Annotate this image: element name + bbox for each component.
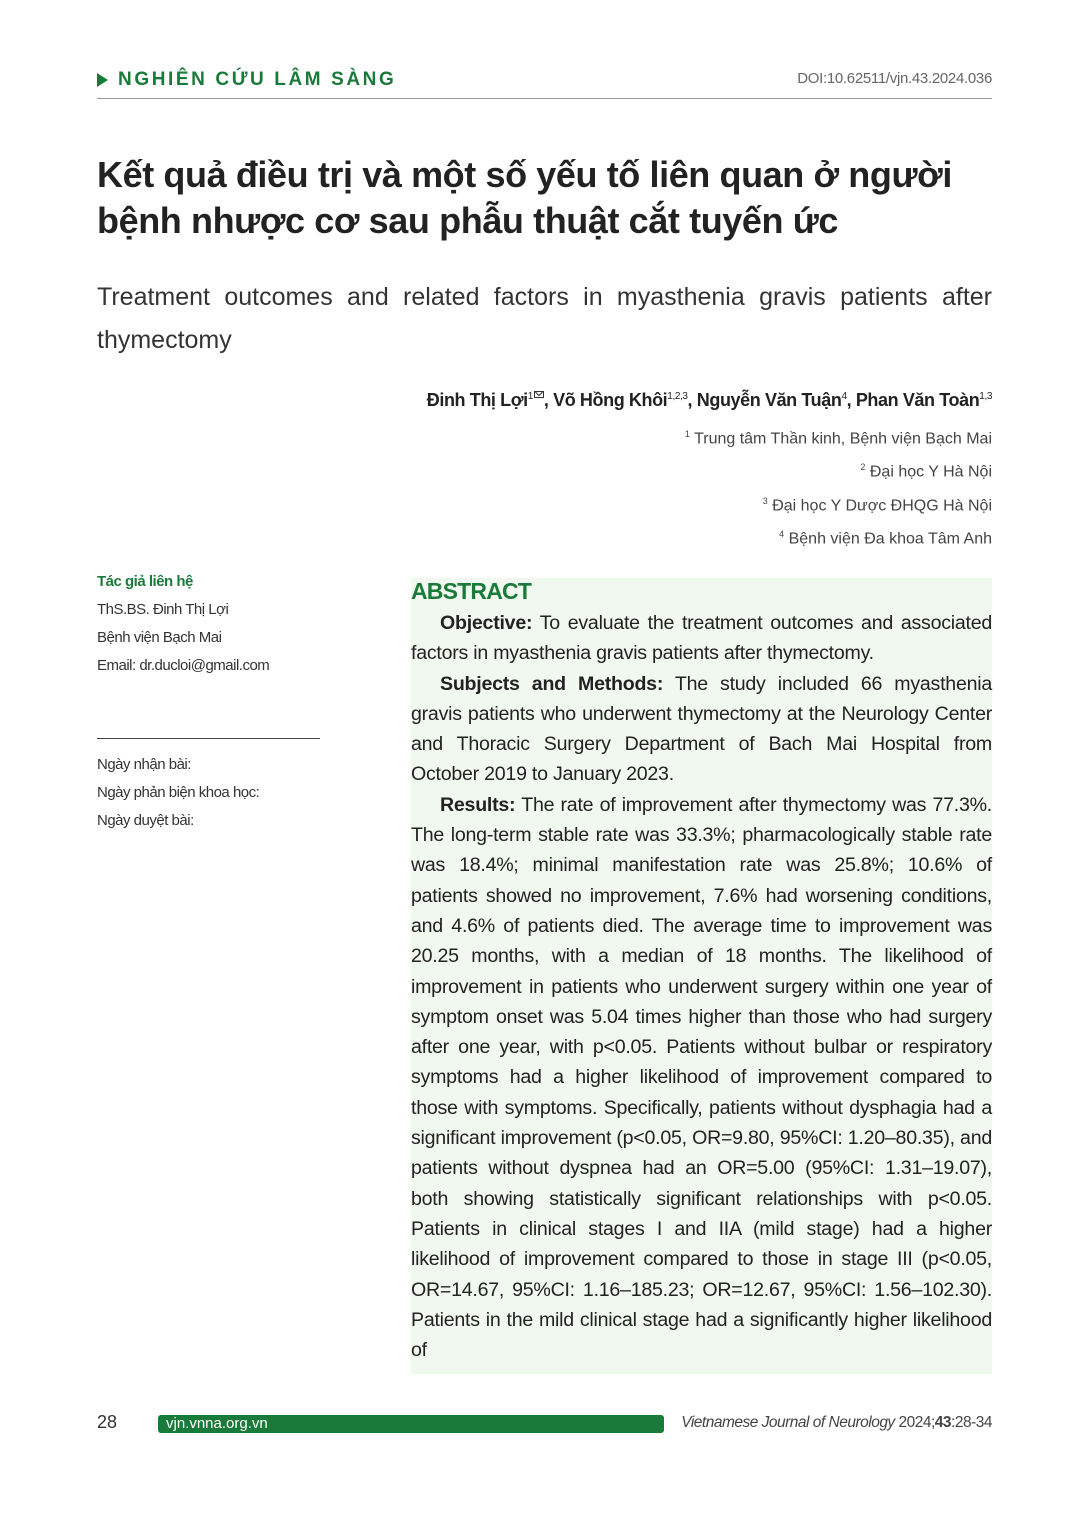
affiliation-item: $^2$ Đại học Y Hà Nội (860, 462, 992, 481)
affiliation-item: $^1$ Trung tâm Thần kinh, Bệnh viện Bạch Mai (684, 429, 992, 448)
author-sup: 1,2,3 (667, 391, 688, 402)
abstract-results (411, 790, 992, 1366)
envelope-icon (534, 391, 544, 398)
footer-bar (158, 1415, 664, 1433)
methods-label: Subjects and Methods: (440, 672, 664, 695)
journal-year: 2024; (894, 1414, 935, 1431)
affiliation-item: $^3$ Đại học Y Dược ĐHQG Hà Nội (762, 495, 992, 514)
abstract-section (411, 578, 992, 1374)
author-name: Đinh Thị Lợi (426, 390, 528, 410)
objective-text: To evaluate the treatment outcomes and associated factors in myasthenia gravis patients after thymectomy. (411, 612, 992, 665)
objective-label: Objective: (440, 612, 533, 634)
author-name: Nguyễn Văn Tuận (696, 390, 842, 410)
author-name: Phan Văn Toàn (855, 390, 980, 410)
contact-heading: Tác giả liên hệ (97, 573, 193, 590)
article-subtitle: Treatment outcomes and related factors in myasthenia gravis patients after thymectomy (97, 283, 992, 354)
date-accepted: Ngày duyệt bài: (97, 812, 194, 829)
results-label: Results: (440, 793, 516, 816)
date-received: Ngày nhận bài: (97, 756, 191, 773)
author-sup: 4 (841, 391, 847, 402)
author-name: Võ Hồng Khôi (553, 390, 668, 410)
contact-email[interactable]: Email: dr.ducloi@gmail.com (97, 657, 270, 674)
author-list: Đinh Thị Lợi$^1$ , Võ Hồng Khôi$^{1,2,3}$, Nguyễn Văn Tuận$^4$, Phan Văn Toàn$^{1,3}$ (426, 390, 992, 410)
contact-org: Bệnh viện Bạch Mai (97, 629, 222, 646)
article-title: Kết quả điều trị và một số yếu tố liên quan ở người bệnh nhược cơ sau phẫu thuật cắt tuyến ức (97, 154, 952, 241)
abstract-heading: ABSTRACT (411, 578, 532, 604)
section-label: NGHIÊN CỨU LÂM SÀNG (118, 69, 397, 90)
date-reviewed: Ngày phản biện khoa học: (97, 784, 260, 801)
page-number: 28 (97, 1412, 118, 1432)
methods-text: The study included 66 myasthenia gravis patients who underwent thymectomy at the Neurology Center and Thoracic Surgery Department of Bach Mai Hospital from October 2019 to January 2023. (411, 672, 992, 786)
website-link[interactable]: vjn.vnna.org.vn (166, 1415, 268, 1432)
affiliation-item: $^4$ Bệnh viện Đa khoa Tâm Anh (779, 528, 992, 548)
results-text: The rate of improvement after thymectomy was 77.3%. The long-term stable rate was 33.3%; pharmacologically stable rate was 18.4%; minimal manifestation rate was 25.8%; 10.6% of patients showed no improvement, 7.6% had worsening conditions, and 4.6% of patients died. The average time to improvement was 20.25 months, with a median of 18 months. The likelihood of improvement in patients who underwent surgery within one year of symptom onset was 5.04 times higher than those who had surgery after one year, with p<0.05. Patients without bulbar or respiratory symptoms had a higher likelihood of improvement compared to those with symptoms. Specifically, patients without dysphagia had a significant improvement (p<0.05, OR=9.80, 95%CI: 1.20–80.35), and patients without dyspnea had an OR=5.00 (95%CI: 1.31–19.07), both showing statistically significant relationships with p<0.05. Patients in clinical stages I and IIA (mild stage) had a higher likelihood of improvement compared to those in stage III (p<0.05, OR=14.67, 95%CI: 1.16–185.23; OR=12.67, 95%CI: 1.56–102.30). Patients in the mild clinical stage had a significantly higher likelihood of (411, 793, 992, 1362)
journal-volume: 43 (934, 1414, 952, 1431)
journal-citation (681, 1414, 992, 1432)
abstract-methods (411, 669, 992, 790)
author-sup: 1 (527, 391, 533, 402)
page-header (97, 66, 992, 99)
affiliation-list (685, 420, 992, 553)
author-sup: 1,3 (979, 391, 992, 402)
play-arrow-icon (97, 73, 108, 87)
sidebar-divider (97, 738, 320, 739)
abstract-objective (411, 608, 992, 669)
contact-name: ThS.BS. Đinh Thị Lợi (97, 601, 229, 618)
doi-link[interactable]: DOI:10.62511/vjn.43.2024.036 (797, 70, 992, 87)
journal-pages: :28-34 (951, 1414, 992, 1431)
journal-name: Vietnamese Journal of Neurology (681, 1414, 895, 1431)
sidebar (97, 573, 322, 835)
